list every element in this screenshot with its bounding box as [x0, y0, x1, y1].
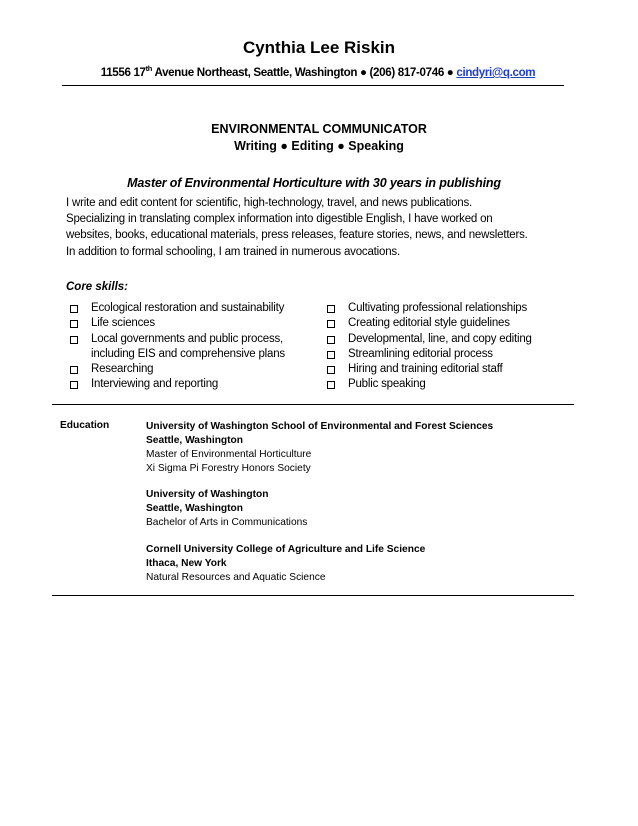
school-name: Cornell University College of Agriculture and Life Science — [146, 544, 426, 555]
degree-detail: Bachelor of Arts in Communications — [146, 517, 308, 528]
checkbox-icon — [70, 305, 78, 313]
headline-title: ENVIRONMENTAL COMMUNICATOR — [211, 122, 427, 136]
address-ordinal: th — [145, 64, 153, 73]
bullet-separator: ● — [357, 66, 370, 79]
skills-list-right — [327, 301, 577, 393]
contact-line — [58, 66, 578, 79]
summary-line: In addition to formal schooling, I am trained in numerous avocations. — [66, 245, 400, 258]
skill-item: Interviewing and reporting — [70, 377, 320, 392]
skill-item: Local governments and public process, including EIS and comprehensive plans — [70, 332, 320, 363]
core-skills-label: Core skills: — [66, 281, 128, 293]
checkbox-icon — [327, 351, 335, 359]
skill-item: Creating editorial style guidelines — [327, 316, 577, 331]
address-number: 11556 17 — [100, 66, 146, 79]
address-text: Avenue Northeast, Seattle, Washington — [152, 66, 358, 79]
candidate-name: Cynthia Lee Riskin — [242, 38, 396, 57]
school-location: Seattle, Washington — [146, 503, 243, 514]
skills-list-left — [70, 301, 320, 393]
checkbox-icon — [327, 366, 335, 374]
skill-item: Cultivating professional relationships — [327, 301, 577, 316]
checkbox-icon — [327, 305, 335, 313]
education-entry — [146, 420, 566, 476]
education-entry — [146, 488, 566, 530]
email-link[interactable]: cindyri@q.com — [456, 66, 536, 79]
headline-subtitle: Writing ● Editing ● Speaking — [234, 139, 404, 153]
bullet-separator: ● — [443, 66, 457, 79]
checkbox-icon — [327, 381, 335, 389]
summary-line: I write and edit content for scientific, high-technology, travel, and news publications. — [66, 197, 473, 209]
summary-line: Specializing in translating complex information into digestible English, I have worked on — [66, 213, 493, 226]
checkbox-icon — [327, 320, 335, 328]
school-name: University of Washington School of Environmental and Forest Sciences — [146, 421, 494, 432]
checkbox-icon — [70, 381, 78, 389]
skill-item: Researching — [70, 362, 320, 377]
education-label: Education — [60, 420, 110, 431]
checkbox-icon — [70, 320, 78, 328]
school-location: Seattle, Washington — [146, 435, 243, 446]
checkbox-icon — [70, 336, 78, 344]
section-divider — [52, 595, 574, 596]
skill-item: Ecological restoration and sustainability — [70, 301, 320, 316]
skill-item: Hiring and training editorial staff — [327, 362, 577, 377]
section-divider — [52, 404, 574, 405]
checkbox-icon — [327, 336, 335, 344]
summary-line: websites, books, educational materials, press releases, feature stories, news, and newsletters. — [66, 229, 528, 242]
education-entry — [146, 543, 566, 585]
degree-detail: Master of Environmental Horticulture — [146, 449, 312, 460]
header-divider — [62, 85, 564, 86]
skill-item: Developmental, line, and copy editing — [327, 332, 577, 347]
degree-detail: Xi Sigma Pi Forestry Honors Society — [146, 463, 311, 474]
skill-item: Streamlining editorial process — [327, 347, 577, 362]
school-name: University of Washington — [146, 489, 269, 500]
skill-item: Life sciences — [70, 316, 320, 331]
checkbox-icon — [70, 366, 78, 374]
summary-paragraph — [66, 195, 586, 260]
tagline: Master of Environmental Horticulture with 30 years in publishing — [127, 176, 501, 190]
phone-number: (206) 817-0746 — [369, 66, 444, 79]
school-location: Ithaca, New York — [146, 558, 227, 569]
degree-detail: Natural Resources and Aquatic Science — [146, 572, 326, 583]
skill-item: Public speaking — [327, 377, 577, 392]
